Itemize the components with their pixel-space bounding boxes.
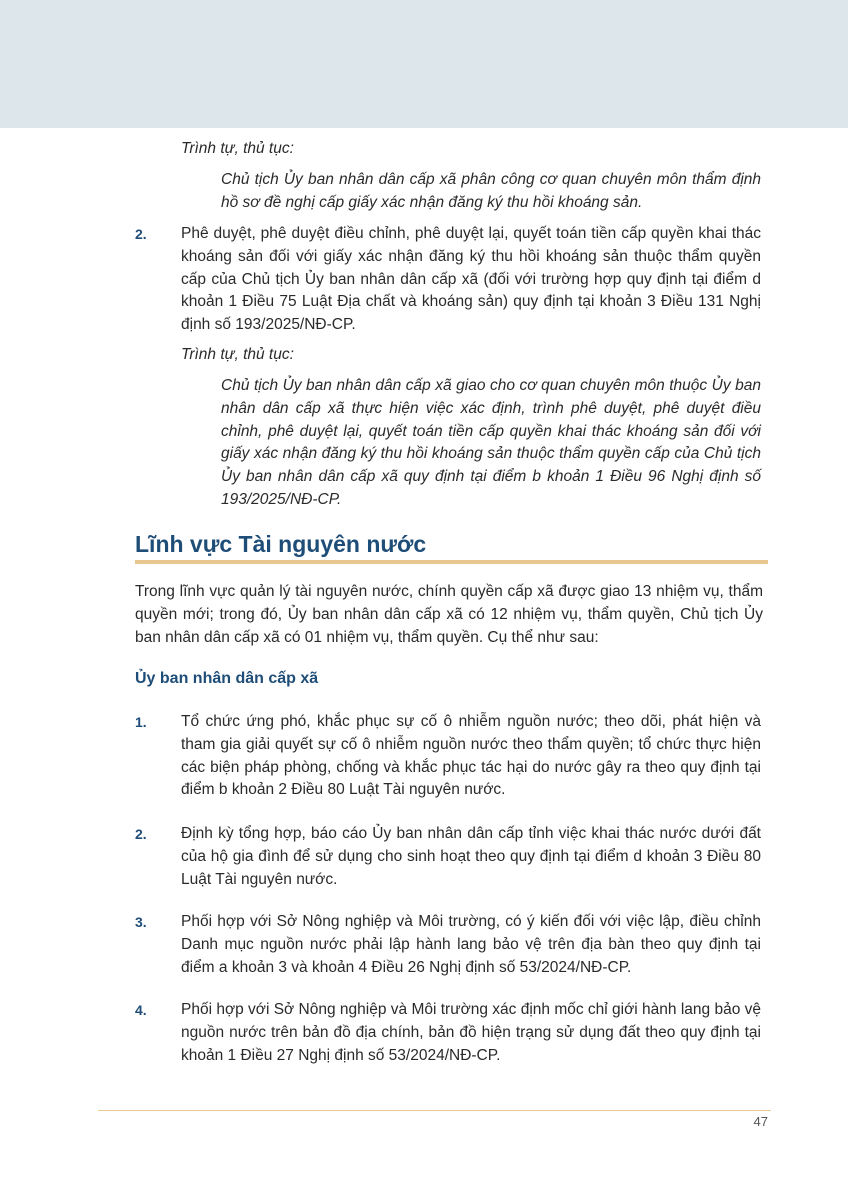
item-number: 2.: [135, 826, 147, 842]
header-band: [0, 0, 848, 128]
item-text: Phê duyệt, phê duyệt điều chỉnh, phê duyệt lại, quyết toán tiền cấp quyền khai thác khoáng sản đối với giấy xác nhận đăng ký thu hồi khoáng sản thuộc thẩm quyền cấp của Chủ tịch Ủy ban nhân dân cấp xã (đối với trường hợp quy định tại điểm d khoản 1 Điều 75 Luật Địa chất và khoáng sản) quy định tại khoản 3 Điều 131 Nghị định số 193/2025/NĐ-CP.: [181, 225, 761, 334]
item-number: 2.: [135, 226, 147, 242]
sub-heading: Ủy ban nhân dân cấp xã: [135, 670, 319, 687]
procedure-label: Trình tự, thủ tục:: [181, 346, 294, 363]
item-text: Tổ chức ứng phó, khắc phục sự cố ô nhiễm nguồn nước; theo dõi, phát hiện và tham gia giải quyết sự cố ô nhiễm nguồn nước theo thẩm quyền; tổ chức thực hiện các biện pháp phòng, chống và khắc phục tác hại do nước gây ra theo quy định tại điểm b khoản 2 Điều 80 Luật Tài nguyên nước.: [181, 713, 761, 799]
section-title-underline: [135, 560, 768, 564]
item-number: 3.: [135, 914, 147, 930]
procedure-label: Trình tự, thủ tục:: [181, 140, 294, 157]
item-text: Phối hợp với Sở Nông nghiệp và Môi trường xác định mốc chỉ giới hành lang bảo vệ nguồn nước trên bản đồ địa chính, bản đồ hiện trạng sử dụng đất theo quy định tại khoản 1 Điều 27 Nghị định số 53/2024/NĐ-CP.: [181, 1001, 761, 1064]
footer-divider: [98, 1110, 771, 1111]
item-text: Định kỳ tổng hợp, báo cáo Ủy ban nhân dân cấp tỉnh việc khai thác nước dưới đất của hộ gia đình để sử dụng cho sinh hoạt theo quy định tại điểm d khoản 3 Điều 80 Luật Tài nguyên nước.: [181, 825, 761, 888]
item-number: 4.: [135, 1002, 147, 1018]
procedure-text: Chủ tịch Ủy ban nhân dân cấp xã phân công cơ quan chuyên môn thẩm định hồ sơ đề nghị cấp giấy xác nhận đăng ký thu hồi khoáng sản.: [221, 171, 761, 211]
section-title: Lĩnh vực Tài nguyên nước: [135, 531, 427, 557]
page-number: 47: [753, 1114, 768, 1129]
item-number: 1.: [135, 714, 147, 730]
section-intro: Trong lĩnh vực quản lý tài nguyên nước, chính quyền cấp xã được giao 13 nhiệm vụ, thẩm quyền mới; trong đó, Ủy ban nhân dân cấp xã có 12 nhiệm vụ, thẩm quyền, Chủ tịch Ủy ban nhân dân cấp xã có 01 nhiệm vụ, thẩm quyền. Cụ thể như sau:: [135, 583, 763, 646]
item-text: Phối hợp với Sở Nông nghiệp và Môi trường, có ý kiến đối với việc lập, điều chỉnh Danh mục nguồn nước phải lập hành lang bảo vệ trên địa bàn theo quy định tại điểm a khoản 3 và khoản 4 Điều 26 Nghị định số 53/2024/NĐ-CP.: [181, 913, 761, 976]
procedure-text: Chủ tịch Ủy ban nhân dân cấp xã giao cho cơ quan chuyên môn thuộc Ủy ban nhân dân cấp xã thực hiện việc xác định, trình phê duyệt, phê duyệt điều chỉnh, phê duyệt lại, quyết toán tiền cấp quyền khai thác khoáng sản đối với giấy xác nhận đăng ký thu hồi khoáng sản thuộc thẩm quyền cấp của Chủ tịch Ủy ban nhân dân cấp xã quy định tại điểm b khoản 1 Điều 96 Nghị định số 193/2025/NĐ-CP.: [221, 377, 761, 508]
